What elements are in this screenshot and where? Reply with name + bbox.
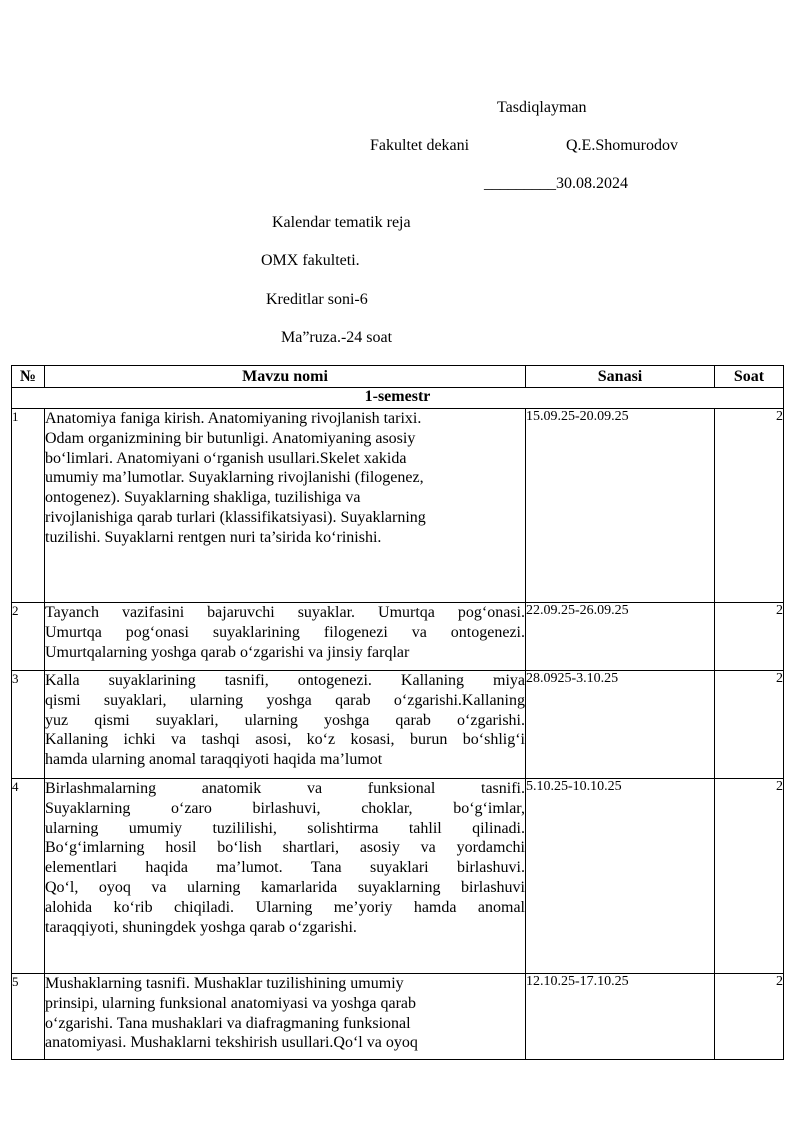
topic-line: alohida ko‘rib chiqiladi. Ularning me’yoriy hamda anomal: [45, 898, 525, 916]
header-date: Sanasi: [526, 366, 715, 388]
topic-line: Birlashmalarning anatomik va funksional tasnifi.: [45, 780, 525, 797]
row-topic: [45, 409, 526, 603]
topic-line: umumiy ma’lumotlar. Suyaklarning rivojlanishi (filogenez,: [45, 469, 424, 487]
row-number: 5: [12, 974, 45, 1060]
row-number: 3: [12, 671, 45, 779]
table-row: [12, 779, 784, 974]
topic-line: anatomiyasi. Mushaklarni tekshirish usullari.Qo‘l va oyoq: [45, 1034, 418, 1052]
dean-name: Q.E.Shomurodov: [566, 137, 678, 154]
approval-date-line: [484, 175, 628, 193]
document-title: Kalendar tematik reja: [272, 214, 411, 231]
credits-count: Kreditlar soni-6: [266, 291, 368, 308]
lecture-hours: Ma”ruza.-24 soat: [281, 329, 393, 346]
topic-line: yuz qismi suyaklari, ularning yoshga qarab o‘zgarishi.: [45, 711, 525, 729]
topic-line: Anatomiya faniga kirish. Anatomiyaning rivojlanish tarixi.: [45, 410, 422, 427]
semester-row: [12, 388, 784, 409]
topic-line: Qo‘l, oyoq va ularning kamarlarida suyaklarning birlashuvi: [45, 878, 525, 896]
row-date: 12.10.25-17.10.25: [526, 974, 715, 1060]
calendar-plan-table: [11, 365, 784, 1060]
row-topic: [45, 974, 526, 1060]
approval-date: 30.08.2024: [556, 175, 628, 192]
table-row: [12, 974, 784, 1060]
row-hours: 2: [715, 974, 784, 1060]
topic-line: bo‘limlari. Anatomiyani o‘rganish usullari.Skelet xakida: [45, 449, 407, 467]
row-topic: [45, 779, 526, 974]
table-row: [12, 671, 784, 779]
topic-line: rivojlanishiga qarab turlari (klassifikatsiyasi). Suyaklarning: [45, 508, 426, 526]
topic-line: Kallaning ichki va tashqi asosi, ko‘z kosasi, burun bo‘shlig‘i: [45, 731, 525, 749]
approval-title: Tasdiqlayman: [497, 99, 587, 116]
topic-line: o‘zgarishi. Tana mushaklari va diafragmaning funksional: [45, 1014, 411, 1032]
table-row: [12, 409, 784, 603]
topic-line: Umurtqa pog‘onasi suyaklarining filogenezi va ontogenezi.: [45, 623, 525, 641]
header-topic: Mavzu nomi: [45, 366, 526, 388]
table-row: [12, 603, 784, 671]
row-date: 5.10.25-10.10.25: [526, 779, 715, 974]
topic-line: ularning umumiy tuzililishi, solishtirma tahlil qilinadi.: [45, 819, 525, 837]
topic-line: Kalla suyaklarining tasnifi, ontogenezi. Kallaning miya: [45, 672, 525, 689]
topic-line: prinsipi, ularning funksional anatomiyasi va yoshga qarab: [45, 994, 417, 1012]
row-hours: 2: [715, 671, 784, 779]
row-hours: 2: [715, 409, 784, 603]
topic-line: Bo‘g‘imlarning hosil bo‘lish shartlari, asosiy va yordamchi: [45, 839, 525, 857]
row-topic: [45, 671, 526, 779]
header-number: №: [12, 366, 45, 388]
row-date: 28.0925-3.10.25: [526, 671, 715, 779]
topic-line: hamda ularning anomal taraqqiyoti haqida ma’lumot: [45, 751, 383, 769]
faculty-name: OMX fakulteti.: [261, 252, 360, 269]
row-hours: 2: [715, 779, 784, 974]
row-date: 15.09.25-20.09.25: [526, 409, 715, 603]
topic-line: Mushaklarning tasnifi. Mushaklar tuzilishining umumiy: [45, 975, 404, 992]
topic-line: elementlari haqida ma’lumot. Tana suyaklari birlashuvi.: [45, 859, 525, 877]
row-number: 1: [12, 409, 45, 603]
topic-line: Tayanch vazifasini bajaruvchi suyaklar. Umurtqa pog‘onasi.: [45, 604, 525, 621]
topic-line: ontogenez). Suyaklarning shakliga, tuzilishiga va: [45, 489, 361, 507]
topic-line: qismi suyaklari, ularning yoshga qarab o‘zgarishi.Kallaning: [45, 691, 525, 709]
row-topic: [45, 603, 526, 671]
topic-line: taraqqiyoti, shuningdek yoshga qarab o‘zgarishi.: [45, 918, 357, 936]
row-hours: 2: [715, 603, 784, 671]
signature-line: _________: [484, 175, 556, 192]
topic-line: Umurtqalarning yoshga qarab o‘zgarishi va jinsiy farqlar: [45, 643, 410, 661]
row-date: 22.09.25-26.09.25: [526, 603, 715, 671]
row-number: 2: [12, 603, 45, 671]
table-header-row: [12, 366, 784, 388]
header-hours: Soat: [715, 366, 784, 388]
semester-label: 1-semestr: [12, 388, 784, 409]
topic-line: Suyaklarning o‘zaro birlashuvi, choklar, bo‘g‘imlar,: [45, 799, 525, 817]
topic-line: Odam organizmining bir butunligi. Anatomiyaning asosiy: [45, 429, 416, 447]
dean-position: Fakultet dekani: [370, 137, 470, 154]
topic-line: tuzilishi. Suyaklarni rentgen nuri ta’sirida ko‘rinishi.: [45, 528, 382, 546]
row-number: 4: [12, 779, 45, 974]
